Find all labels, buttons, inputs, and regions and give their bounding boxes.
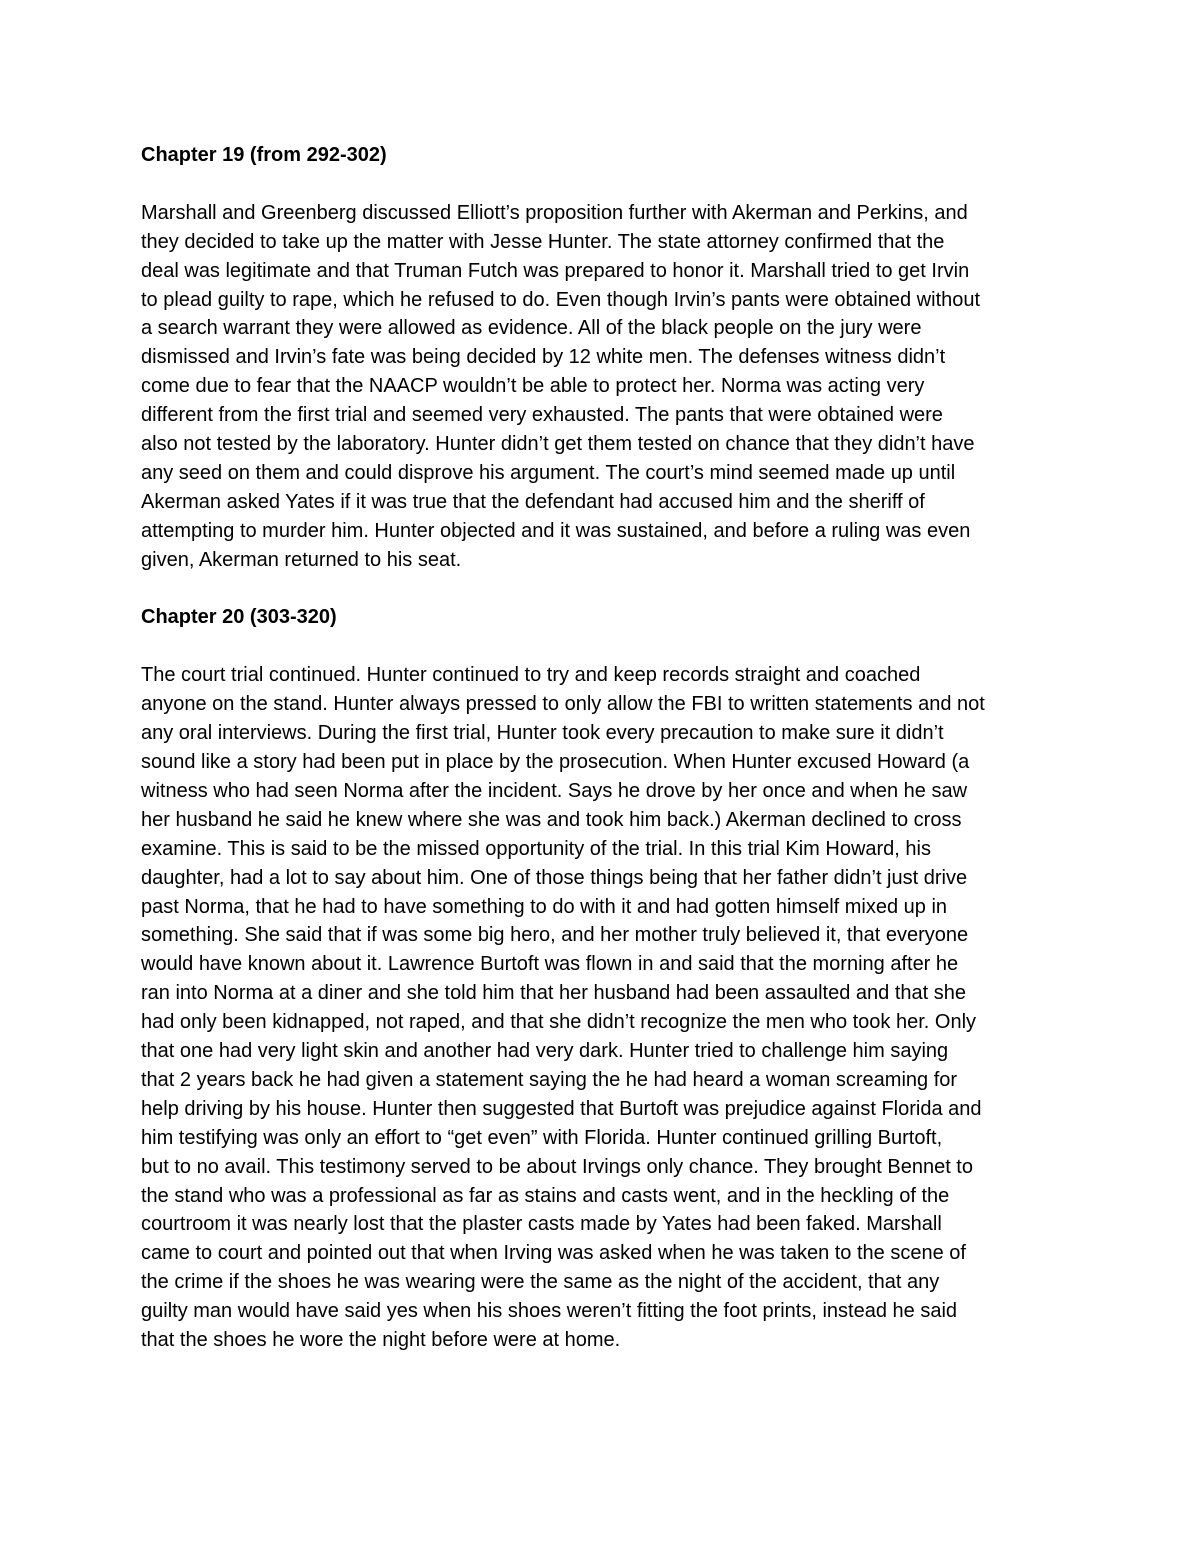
paragraph-line: come due to fear that the NAACP wouldn’t be able to protect her. Norma was acting very [141,375,925,398]
paragraph-line: him testifying was only an effort to “get even” with Florida. Hunter continued grilling Burtoft, [141,1126,943,1149]
paragraph-line: help driving by his house. Hunter then suggested that Burtoft was prejudice against Florida and [141,1097,982,1120]
paragraph-line: Marshall and Greenberg discussed Elliott’s proposition further with Akerman and Perkins, and [141,201,968,224]
document-body [141,141,1061,1355]
paragraph-line: witness who had seen Norma after the incident. Says he drove by her once and when he saw [141,779,968,802]
paragraph-line: Akerman asked Yates if it was true that the defendant had accused him and the sheriff of [141,490,925,513]
paragraph-line: something. She said that if was some big hero, and her mother truly believed it, that everyone [141,924,969,947]
paragraph-line: anyone on the stand. Hunter always pressed to only allow the FBI to written statements and not [141,693,985,716]
paragraph-line: any oral interviews. During the first trial, Hunter took every precaution to make sure it didn’t [141,722,944,745]
paragraph-line: sound like a story had been put in place by the prosecution. When Hunter excused Howard (a [141,750,970,773]
spacer [141,632,1061,661]
spacer [141,575,1061,604]
paragraph-line: daughter, had a lot to say about him. One of those things being that her father didn’t just drive [141,866,968,889]
paragraph-line: came to court and pointed out that when Irving was asked when he was taken to the scene of [141,1242,966,1265]
paragraph-line: given, Akerman returned to his seat. [141,548,462,571]
paragraph-line: the stand who was a professional as far as stains and casts went, and in the heckling of the [141,1184,950,1207]
paragraph-line: to plead guilty to rape, which he refused to do. Even though Irvin’s pants were obtained without [141,288,981,311]
chapter-20-heading: Chapter 20 (303-320) [141,606,337,629]
paragraph-line: ran into Norma at a diner and she told him that her husband had been assaulted and that she [141,982,966,1005]
paragraph-line: a search warrant they were allowed as evidence. All of the black people on the jury were [141,317,922,340]
paragraph-line: her husband he said he knew where she was and took him back.) Akerman declined to cross [141,808,962,831]
paragraph-line: examine. This is said to be the missed opportunity of the trial. In this trial Kim Howard, his [141,837,931,860]
paragraph-line: that the shoes he wore the night before were at home. [141,1329,621,1352]
chapter-20-paragraph [141,661,1061,1355]
paragraph-line: dismissed and Irvin’s fate was being decided by 12 white men. The defenses witness didn’t [141,346,946,369]
paragraph-line: past Norma, that he had to have something to do with it and had gotten himself mixed up in [141,895,948,918]
spacer [141,170,1061,199]
paragraph-line: that 2 years back he had given a statement saying the he had heard a woman screaming for [141,1068,958,1091]
paragraph-line: the crime if the shoes he was wearing were the same as the night of the accident, that any [141,1271,940,1294]
paragraph-line: courtroom it was nearly lost that the plaster casts made by Yates had been faked. Marshall [141,1213,942,1236]
chapter-19-paragraph [141,199,1061,575]
chapter-19-heading: Chapter 19 (from 292-302) [141,144,387,166]
paragraph-line: different from the first trial and seemed very exhausted. The pants that were obtained were [141,404,943,427]
paragraph-line: The court trial continued. Hunter continued to try and keep records straight and coached [141,664,921,687]
paragraph-line: would have known about it. Lawrence Burtoft was flown in and said that the morning after he [141,953,959,976]
paragraph-line: any seed on them and could disprove his argument. The court’s mind seemed made up until [141,461,956,484]
paragraph-line: deal was legitimate and that Truman Futch was prepared to honor it. Marshall tried to get Irvin [141,259,970,282]
paragraph-line: also not tested by the laboratory. Hunter didn’t get them tested on chance that they didn’t have [141,433,975,456]
paragraph-line: but to no avail. This testimony served to be about Irvings only chance. They brought Bennet to [141,1155,973,1178]
paragraph-line: had only been kidnapped, not raped, and that she didn’t recognize the men who took her. Only [141,1011,977,1034]
paragraph-line: attempting to murder him. Hunter objected and it was sustained, and before a ruling was even [141,519,971,542]
paragraph-line: that one had very light skin and another had very dark. Hunter tried to challenge him saying [141,1040,949,1063]
paragraph-line: guilty man would have said yes when his shoes weren’t fitting the foot prints, instead he said [141,1300,958,1323]
paragraph-line: they decided to take up the matter with Jesse Hunter. The state attorney confirmed that the [141,230,945,253]
